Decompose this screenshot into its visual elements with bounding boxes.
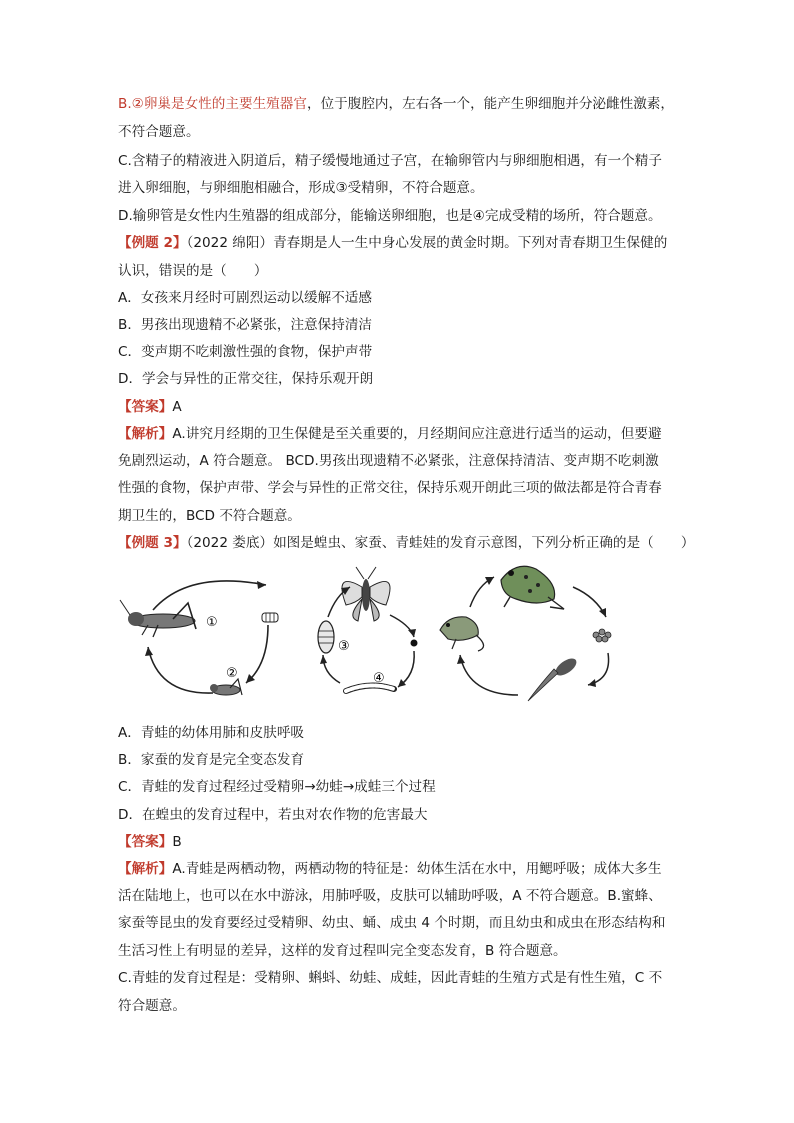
explanation-line-b <box>118 94 674 114</box>
arrow-head <box>485 577 494 585</box>
example-2-stem <box>118 233 667 253</box>
label-1: ① <box>206 615 218 630</box>
explanation-line-b-cont: 不符合题意。 <box>118 124 200 140</box>
frog-egg-icon <box>593 629 611 642</box>
cycle-arrow <box>390 615 414 637</box>
explanation-line-d: D.输卵管是女性内生殖器的组成部分，能输送卵细胞，也是④完成受精的场所，符合题意。 <box>118 208 662 224</box>
example-2-option-b: B．男孩出现遗精不必紧张，注意保持清洁 <box>118 317 373 333</box>
explanation-line-c-cont: 进入卵细胞，与卵细胞相融合，形成③受精卵，不符合题意。 <box>118 180 484 196</box>
label-3: ③ <box>338 639 350 654</box>
example-2-answer <box>118 397 182 417</box>
silkmoth-adult-icon <box>342 567 390 621</box>
example-tag: 【例题 3】 <box>118 535 187 551</box>
cycle-arrow <box>148 647 213 693</box>
stem-text: （2022 娄底）如图是蝗虫、家蚕、青蛙娃的发育示意图，下列分析正确的是（ ） <box>186 535 695 551</box>
cycle-arrow <box>460 655 518 695</box>
grasshopper-nymph-icon <box>210 679 242 695</box>
grasshopper-cycle <box>120 581 278 695</box>
cycle-arrow <box>246 625 268 683</box>
example-2-stem-cont: 认识，错误的是（ ） <box>118 263 268 279</box>
example-3-option-a: A．青蛙的幼体用肺和皮肤呼吸 <box>118 725 305 741</box>
label-2: ② <box>226 666 238 681</box>
example-3-option-d: D．在蝗虫的发育过程中，若虫对农作物的危害最大 <box>118 807 428 823</box>
example-3-analysis-6: 符合题意。 <box>118 998 186 1014</box>
analysis-tag: 【解析】 <box>118 861 173 877</box>
frog-adult-icon <box>501 566 564 609</box>
explanation-line-c: C.含精子的精液进入阴道后，精子缓慢地通过子宫，在输卵管内与卵细胞相遇，有一个精子 <box>118 153 662 169</box>
example-2-analysis-3: 性强的食物，保护声带、学会与异性的正常交往，保持乐观开朗此三项的做法都是符合青春 <box>118 480 662 496</box>
example-3-analysis-3: 家蚕等昆虫的发育要经过受精卵、幼虫、蛹、成虫 4 个时期，而且幼虫和成虫在形态结构和 <box>118 915 666 931</box>
arrow-head <box>408 629 416 637</box>
example-3-option-c: C．青蛙的发育过程经过受精卵→幼蛙→成蛙三个过程 <box>118 779 436 795</box>
analysis-tag: 【解析】 <box>118 426 173 442</box>
silkworm-pupa-icon <box>318 621 334 653</box>
arrow-head <box>320 655 327 664</box>
arrow-head <box>588 679 596 687</box>
answer-value: B <box>172 834 182 850</box>
froglet-icon <box>440 617 484 651</box>
example-3-option-b: B．家蚕的发育是完全变态发育 <box>118 752 305 768</box>
text-span: ，位于腹腔内，左右各一个，能产生卵细胞并分泌雌性激素， <box>306 96 674 112</box>
arrow-head <box>257 581 266 589</box>
example-3-analysis-5: C.青蛙的发育过程是：受精卵、蝌蚪、幼蛙、成蛙，因此青蛙的生殖方式是有性生殖，C 不 <box>118 970 663 986</box>
label-4: ④ <box>373 671 385 686</box>
stem-text: （2022 绵阳）青春期是人一生中身心发展的黄金时期。下列对青春期卫生保健的 <box>186 235 668 251</box>
highlight-text: B.②卵巢是女性的主要生殖器官 <box>118 96 307 112</box>
arrow-head <box>599 608 606 617</box>
answer-tag: 【答案】 <box>118 834 173 850</box>
example-2-analysis <box>118 424 662 444</box>
example-3-stem <box>118 533 694 553</box>
example-2-analysis-4: 期卫生的，BCD 不符合题意。 <box>118 508 301 524</box>
frog-cycle <box>440 566 611 701</box>
answer-tag: 【答案】 <box>118 399 173 415</box>
example-3-analysis-4: 生活习性上有明显的差异，这样的发育过程叫完全变态发育，B 符合题意。 <box>118 943 567 959</box>
cycle-arrow <box>588 653 609 685</box>
example-3-analysis-2: 活在陆地上，也可以在水中游泳，用肺呼吸，皮肤可以辅助呼吸，A 不符合题意。B.蜜蜂、 <box>118 888 662 904</box>
example-3-analysis <box>118 859 662 879</box>
analysis-text: A.青蛙是两栖动物，两栖动物的特征是：幼体生活在水中，用鳃呼吸；成体大多生 <box>172 861 662 877</box>
example-2-option-d: D．学会与异性的正常交往，保持乐观开朗 <box>118 371 374 387</box>
cycle-arrow <box>153 581 266 610</box>
example-2-analysis-2: 免剧烈运动，A 符合题意。 BCD.男孩出现遗精不必紧张，注意保持清洁、变声期不吃刺激 <box>118 453 659 469</box>
example-tag: 【例题 2】 <box>118 235 187 251</box>
grasshopper-egg-icon <box>262 613 278 622</box>
example-2-option-a: A．女孩来月经时可剧烈运动以缓解不适感 <box>118 290 372 306</box>
tadpole-icon <box>528 655 579 701</box>
silkworm-larva-icon <box>346 685 394 691</box>
cycle-arrow <box>323 655 340 683</box>
silkworm-cycle <box>318 567 418 691</box>
example-2-option-c: C．变声期不吃刺激性强的食物，保护声带 <box>118 344 373 360</box>
answer-value: A <box>172 399 182 415</box>
example-3-answer <box>118 832 182 852</box>
analysis-text: A.讲究月经期的卫生保健是至关重要的，月经期间应注意进行适当的运动，但要避 <box>172 426 662 442</box>
silkworm-egg-icon <box>411 640 418 647</box>
life-cycle-figure <box>118 555 678 715</box>
